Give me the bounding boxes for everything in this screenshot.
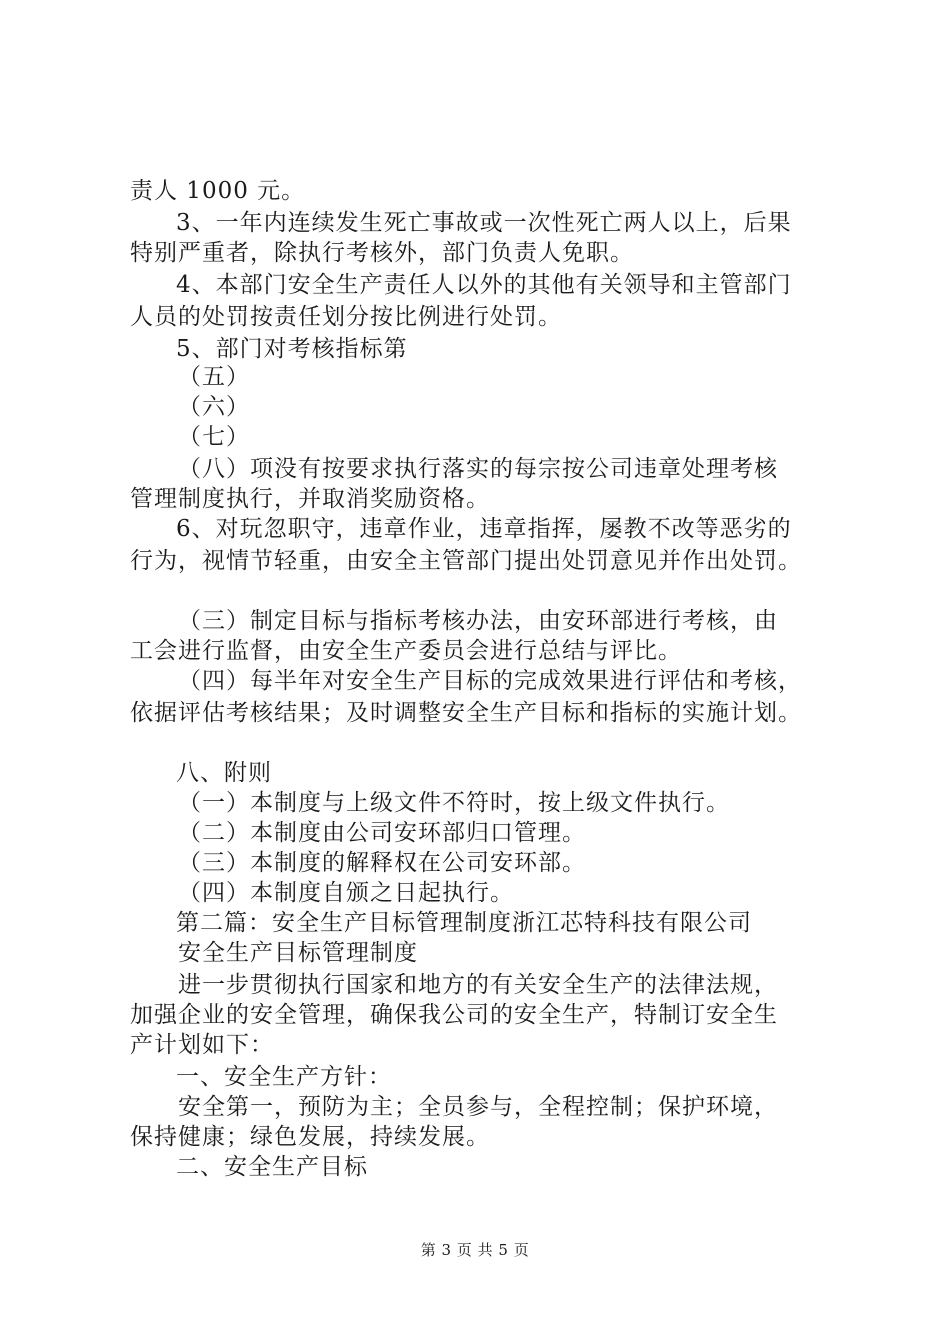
text-line-27: 产计划如下：: [130, 1032, 274, 1058]
text-line-10: （八）项没有按要求执行落实的每宗按公司违章处理考核: [178, 456, 778, 482]
text-line-6: 5、部门对考核指标第: [176, 336, 408, 362]
text-line-3: 特别严重者，除执行考核外，部门负责人免职。: [130, 240, 634, 266]
text-line-7: （五）: [178, 364, 250, 390]
text-line-26: 加强企业的安全管理，确保我公司的安全生产，特制订安全生: [130, 1002, 778, 1028]
text-line-15: 工会进行监督，由安全生产委员会进行总结与评比。: [130, 638, 682, 664]
chapter-heading: 第二篇：安全生产目标管理制度浙江芯特科技有限公司: [176, 910, 752, 936]
text-line-29: 安全第一，预防为主；全员参与，全程控制；保护环境，: [178, 1094, 778, 1120]
text-line-12: 6、对玩忽职守，违章作业，违章指挥，屡教不改等恶劣的: [176, 516, 792, 542]
text-line-25: 进一步贯彻执行国家和地方的有关安全生产的法律法规，: [178, 972, 778, 998]
page-number-footer: 第 3 页 共 5 页: [420, 1241, 530, 1259]
text-line-21: （三）本制度的解释权在公司安环部。: [178, 850, 586, 876]
text-line-5: 人员的处罚按责任划分按比例进行处罚。: [130, 304, 562, 330]
text-line-22: （四）本制度自颁之日起执行。: [178, 880, 514, 906]
text-line-30: 保持健康；绿色发展，持续发展。: [130, 1124, 490, 1150]
text-line-9: （七）: [178, 424, 250, 450]
text-line-2: 3、一年内连续发生死亡事故或一次性死亡两人以上，后果: [176, 210, 792, 236]
text-line-20: （二）本制度由公司安环部归口管理。: [178, 820, 586, 846]
text-line-19: （一）本制度与上级文件不符时，按上级文件执行。: [178, 790, 730, 816]
document-title: 安全生产目标管理制度: [178, 940, 418, 966]
text-line-17: 依据评估考核结果；及时调整安全生产目标和指标的实施计划。: [130, 700, 802, 726]
text-line-1: 责人 1000 元。: [130, 178, 306, 204]
text-line-16: （四）每半年对安全生产目标的完成效果进行评估和考核，: [178, 668, 802, 694]
section-heading-goals: 二、安全生产目标: [176, 1154, 368, 1180]
text-line-13: 行为，视情节轻重，由安全主管部门提出处罚意见并作出处罚。: [130, 548, 802, 574]
text-line-11: 管理制度执行，并取消奖励资格。: [130, 486, 490, 512]
section-heading-policy: 一、安全生产方针：: [176, 1064, 392, 1090]
section-heading-appendix: 八、附则: [176, 760, 272, 786]
text-line-4: 4、本部门安全生产责任人以外的其他有关领导和主管部门: [176, 272, 792, 298]
text-line-8: （六）: [178, 394, 250, 420]
text-line-14: （三）制定目标与指标考核办法，由安环部进行考核，由: [178, 608, 778, 634]
